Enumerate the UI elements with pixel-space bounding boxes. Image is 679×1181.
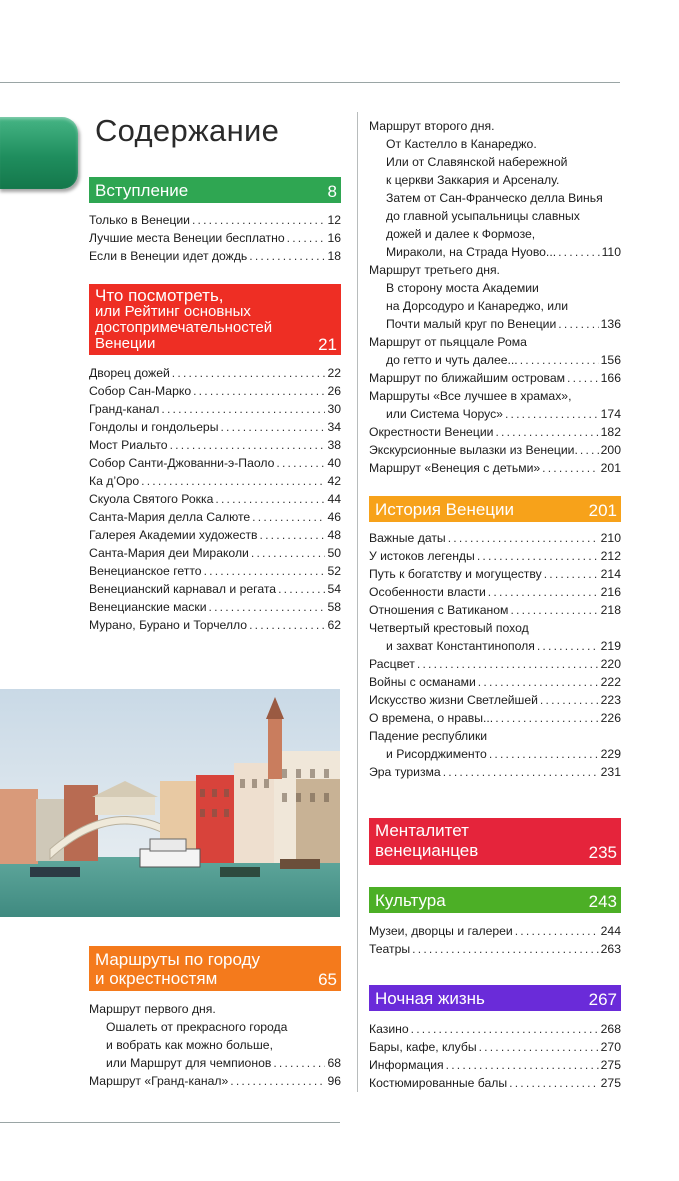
section-page: 21	[318, 335, 337, 354]
toc-entry-page: 214	[600, 567, 621, 581]
toc-entry-page: 244	[600, 924, 621, 938]
toc-entry-page: 18	[327, 249, 341, 263]
toc-entry[interactable]: или Система Чорус» . . . 174	[369, 405, 621, 423]
toc-line: Маршрут третьего дня.	[369, 263, 500, 277]
toc-entry[interactable]	[89, 598, 341, 616]
dot-leader	[220, 418, 325, 436]
toc-entry-title: Мост Риальто	[89, 438, 168, 452]
toc-entry-title: Театры	[369, 942, 411, 956]
toc-entry-page: 220	[600, 657, 621, 671]
toc-line: Ошалеть от прекрасного города	[106, 1020, 288, 1034]
section-header-culture[interactable]	[369, 887, 621, 913]
toc-entry-title: Путь к богатству и могуществу	[369, 567, 542, 581]
toc-line: Падение республики	[369, 729, 488, 743]
dot-leader	[215, 490, 325, 508]
dot-leader	[495, 709, 598, 727]
toc-line: на Дорсодуро и Канареджо, или	[386, 299, 569, 313]
toc-entry[interactable]: Маршрут «Венеция с детьми» . . . 201	[369, 459, 621, 477]
toc-entry[interactable]: и Рисорджименто . . . 229	[369, 745, 621, 763]
toc-entry[interactable]	[89, 436, 341, 454]
toc-list	[369, 1020, 621, 1092]
toc-line: Затем от Сан-Франческо делла Винья	[386, 191, 603, 205]
dot-leader	[204, 562, 326, 580]
venice-photo	[0, 689, 340, 917]
toc-entry-page: 268	[600, 1022, 621, 1036]
toc-entry-page: 223	[600, 693, 621, 707]
toc-entry-page: 216	[600, 585, 621, 599]
toc-entry-title: Расцвет	[369, 657, 415, 671]
green-tab-icon	[0, 117, 78, 189]
toc-line: Или от Славянской набережной	[386, 155, 568, 169]
dot-leader	[446, 1056, 599, 1074]
dot-leader	[515, 922, 599, 940]
toc-entry[interactable]	[369, 1056, 621, 1074]
toc-entry[interactable]	[369, 583, 621, 601]
section-header-mentality[interactable]	[369, 818, 621, 865]
toc-entry-title: Костюмированные балы	[369, 1076, 508, 1090]
section-title: венецианцев	[375, 841, 479, 860]
toc-entry[interactable]	[369, 1074, 621, 1092]
section-routes	[89, 946, 341, 1090]
toc-entry-page: 38	[327, 438, 341, 452]
section-mentality	[369, 818, 621, 865]
bottom-rule	[0, 1122, 340, 1123]
toc-list	[89, 211, 341, 265]
toc-entry-page: 270	[600, 1040, 621, 1054]
section-page: 65	[318, 970, 337, 989]
dot-leader	[193, 382, 325, 400]
toc-entry-title: Особенности власти	[369, 585, 486, 599]
toc-entry-title: Собор Санти-Джованни-э-Паоло	[89, 456, 275, 470]
dot-leader	[170, 436, 326, 454]
toc-line: От Кастелло в Канареджо.	[386, 137, 537, 151]
dot-leader	[252, 508, 325, 526]
toc-entry-page: 58	[327, 600, 341, 614]
toc-list	[369, 529, 621, 619]
toc-line: Маршрут второго дня.	[369, 119, 495, 133]
toc-line: и вобрать как можно больше,	[106, 1038, 273, 1052]
dot-leader	[276, 454, 325, 472]
toc-entry[interactable]	[369, 547, 621, 565]
toc-entry[interactable]	[89, 382, 341, 400]
dot-leader	[544, 565, 599, 583]
section-right-routes	[369, 117, 621, 477]
dot-leader	[192, 211, 325, 229]
dot-leader	[540, 691, 599, 709]
section-page: 235	[588, 843, 617, 862]
toc-entry-page: 62	[327, 618, 341, 632]
section-title: Культура	[375, 891, 446, 910]
section-header-intro[interactable]	[89, 177, 341, 203]
toc-entry-page: 16	[327, 231, 341, 245]
dot-leader	[448, 529, 599, 547]
toc-entry-page: 54	[327, 582, 341, 596]
section-page: 267	[588, 990, 617, 1009]
column-divider	[357, 112, 358, 1092]
section-header-routes[interactable]	[89, 946, 341, 991]
section-title: Ночная жизнь	[375, 989, 485, 1008]
toc-entry[interactable]	[89, 490, 341, 508]
toc-entry[interactable]: Окрестности Венеции . . . 182	[369, 423, 621, 441]
toc-line: Маршруты «Все лучшее в храмах»,	[369, 389, 572, 403]
section-culture	[369, 887, 621, 958]
toc-entry-title: Венецианские маски	[89, 600, 207, 614]
toc-entry-title: О времена, о нравы...	[369, 711, 494, 725]
toc-entry[interactable]	[89, 526, 341, 544]
toc-entry-title: Мурано, Бурано и Торчелло	[89, 618, 248, 632]
toc-entry-page: 40	[327, 456, 341, 470]
toc-entry[interactable]	[369, 565, 621, 583]
toc-line: Маршрут от пьяццале Рома	[369, 335, 527, 349]
toc-entry-title: У истоков легенды	[369, 549, 475, 563]
toc-entry-page: 34	[327, 420, 341, 434]
section-title: и окрестностям	[95, 969, 218, 988]
toc-entry-page: 30	[327, 402, 341, 416]
toc-entry[interactable]: Мираколи, на Страда Нуово... . . . 110	[369, 243, 621, 261]
toc-entry[interactable]	[89, 454, 341, 472]
toc-list	[369, 922, 621, 958]
toc-entry-title: Скуола Святого Рокка	[89, 492, 214, 506]
toc-entry[interactable]	[89, 616, 341, 634]
toc-entry[interactable]	[89, 364, 341, 382]
dot-leader	[172, 364, 326, 382]
toc-entry-title: Галерея Академии художеств	[89, 528, 258, 542]
toc-entry-title: Только в Венеции	[89, 213, 190, 227]
section-subtitle: достопримечательностей	[95, 319, 273, 336]
toc-entry-page: 275	[600, 1058, 621, 1072]
toc-entry[interactable]	[89, 472, 341, 490]
toc-entry-title: Санта-Мария делла Салюте	[89, 510, 251, 524]
toc-entry-title: Отношения с Ватиканом	[369, 603, 509, 617]
toc-line: Маршрут первого дня.	[89, 1002, 216, 1016]
toc-entry[interactable]: до гетто и чуть далее... . . . 156	[369, 351, 621, 369]
toc-entry-title: Гондолы и гондольеры	[89, 420, 219, 434]
toc-entry-page: 52	[327, 564, 341, 578]
toc-entry[interactable]	[89, 580, 341, 598]
section-subtitle: или Рейтинг основных	[95, 303, 251, 320]
section-title: Вступление	[95, 181, 189, 200]
toc-entry[interactable]: Экскурсионные вылазки из Венеции. . . . 200	[369, 441, 621, 459]
toc-entry-page: 275	[600, 1076, 621, 1090]
section-title: Маршруты по городу	[95, 950, 261, 969]
toc-entry[interactable]: Эра туризма . . . 231	[369, 763, 621, 781]
section-page: 8	[327, 182, 337, 201]
top-rule	[0, 82, 620, 83]
toc-entry-title: Искусство жизни Светлейшей	[369, 693, 538, 707]
toc-entry[interactable]: Маршрут по ближайшим островам . . . 166	[369, 369, 621, 387]
section-subtitle: Венеции	[95, 335, 156, 352]
toc-entry[interactable]	[89, 400, 341, 418]
toc-entry[interactable]	[369, 709, 621, 727]
toc-entry-title: Лучшие места Венеции бесплатно	[89, 231, 285, 245]
toc-line: В сторону моста Академии	[386, 281, 539, 295]
dot-leader	[478, 673, 599, 691]
dot-leader	[477, 547, 599, 565]
section-title: Менталитет	[375, 821, 469, 840]
toc-entry[interactable]	[369, 529, 621, 547]
dot-leader	[161, 400, 325, 418]
toc-entry-title: Венецианский карнавал и регата	[89, 582, 277, 596]
toc-entry-page: 218	[600, 603, 621, 617]
toc-entry-title: Ка д’Оро	[89, 474, 140, 488]
toc-entry-title: Казино	[369, 1022, 409, 1036]
section-page: 243	[588, 892, 617, 911]
toc-entry[interactable]	[89, 247, 341, 265]
toc-entry[interactable]	[89, 544, 341, 562]
toc-entry-page: 42	[327, 474, 341, 488]
section-header-night[interactable]	[369, 985, 621, 1011]
dot-leader	[509, 1074, 599, 1092]
toc-entry-title: Гранд-канал	[89, 402, 160, 416]
dot-leader	[141, 472, 325, 490]
toc-entry[interactable]: или Маршрут для чемпионов . . . 68	[89, 1054, 341, 1072]
toc-entry-title: Собор Сан-Марко	[89, 384, 192, 398]
toc-list	[89, 364, 341, 634]
dot-leader	[479, 1038, 599, 1056]
toc-entry[interactable]	[89, 418, 341, 436]
toc-entry-page: 210	[600, 531, 621, 545]
toc-entry-page: 46	[327, 510, 341, 524]
toc-line: Четвертый крестовый поход	[369, 621, 529, 635]
dot-leader	[260, 526, 326, 544]
dot-leader	[251, 544, 326, 562]
toc-entry[interactable]	[369, 1038, 621, 1056]
toc-entry-page: 226	[600, 711, 621, 725]
section-page: 201	[588, 501, 617, 520]
toc-entry[interactable]	[369, 922, 621, 940]
toc-entry-page: 50	[327, 546, 341, 560]
toc-entry[interactable]	[89, 508, 341, 526]
dot-leader	[209, 598, 326, 616]
toc-entry[interactable]	[89, 229, 341, 247]
dot-leader	[510, 601, 598, 619]
section-see	[89, 284, 341, 634]
toc-entry-title: Войны с османами	[369, 675, 476, 689]
toc-line: дожей и далее к Формозе,	[386, 227, 536, 241]
dot-leader	[287, 229, 326, 247]
dot-leader	[278, 580, 325, 598]
toc-entry[interactable]	[89, 211, 341, 229]
toc-entry-page: 222	[600, 675, 621, 689]
toc-entry-title: Информация	[369, 1058, 444, 1072]
toc-entry-page: 22	[327, 366, 341, 380]
toc-line: к церкви Заккария и Арсеналу.	[386, 173, 560, 187]
toc-entry-page: 48	[327, 528, 341, 542]
toc-entry[interactable]: и захват Константинополя . . . 219	[369, 637, 621, 655]
toc-entry-title: Санта-Мария деи Мираколи	[89, 546, 249, 560]
toc-entry[interactable]	[369, 601, 621, 619]
toc-entry-title: Дворец дожей	[89, 366, 170, 380]
toc-entry[interactable]	[369, 691, 621, 709]
toc-entry[interactable]	[369, 940, 621, 958]
toc-entry-title: Важные даты	[369, 531, 446, 545]
section-night	[369, 985, 621, 1092]
toc-entry-page: 44	[327, 492, 341, 506]
dot-leader	[488, 583, 599, 601]
toc-entry-title: Если в Венеции идет дождь	[89, 249, 248, 263]
dot-leader	[411, 1020, 599, 1038]
section-title: История Венеции	[375, 500, 515, 519]
toc-entry-title: Венецианское гетто	[89, 564, 202, 578]
toc-entry-page: 263	[600, 942, 621, 956]
section-header-history[interactable]	[369, 496, 621, 522]
toc-entry-title: Музеи, дворцы и галереи	[369, 924, 513, 938]
toc-list	[369, 655, 621, 727]
toc-entry[interactable]	[369, 673, 621, 691]
dot-leader	[417, 655, 599, 673]
section-header-see[interactable]	[89, 284, 341, 355]
toc-entry[interactable]: Маршрут «Гранд-канал» . . . 96	[89, 1072, 341, 1090]
toc-entry-page: 26	[327, 384, 341, 398]
toc-entry[interactable]	[89, 562, 341, 580]
page-title: Содержание	[95, 113, 280, 148]
dot-leader	[249, 247, 325, 265]
section-intro	[89, 177, 341, 265]
dot-leader	[412, 940, 598, 958]
toc-entry[interactable]: Почти малый круг по Венеции . . . 136	[369, 315, 621, 333]
section-title: Что посмотреть,	[95, 286, 224, 305]
toc-entry[interactable]	[369, 1020, 621, 1038]
toc-entry[interactable]	[369, 655, 621, 673]
section-history	[369, 496, 621, 781]
toc-entry-title: Бары, кафе, клубы	[369, 1040, 477, 1054]
toc-entry-page: 12	[327, 213, 341, 227]
dot-leader	[249, 616, 325, 634]
toc-line: до главной усыпальницы славных	[386, 209, 580, 223]
toc-entry-page: 212	[600, 549, 621, 563]
